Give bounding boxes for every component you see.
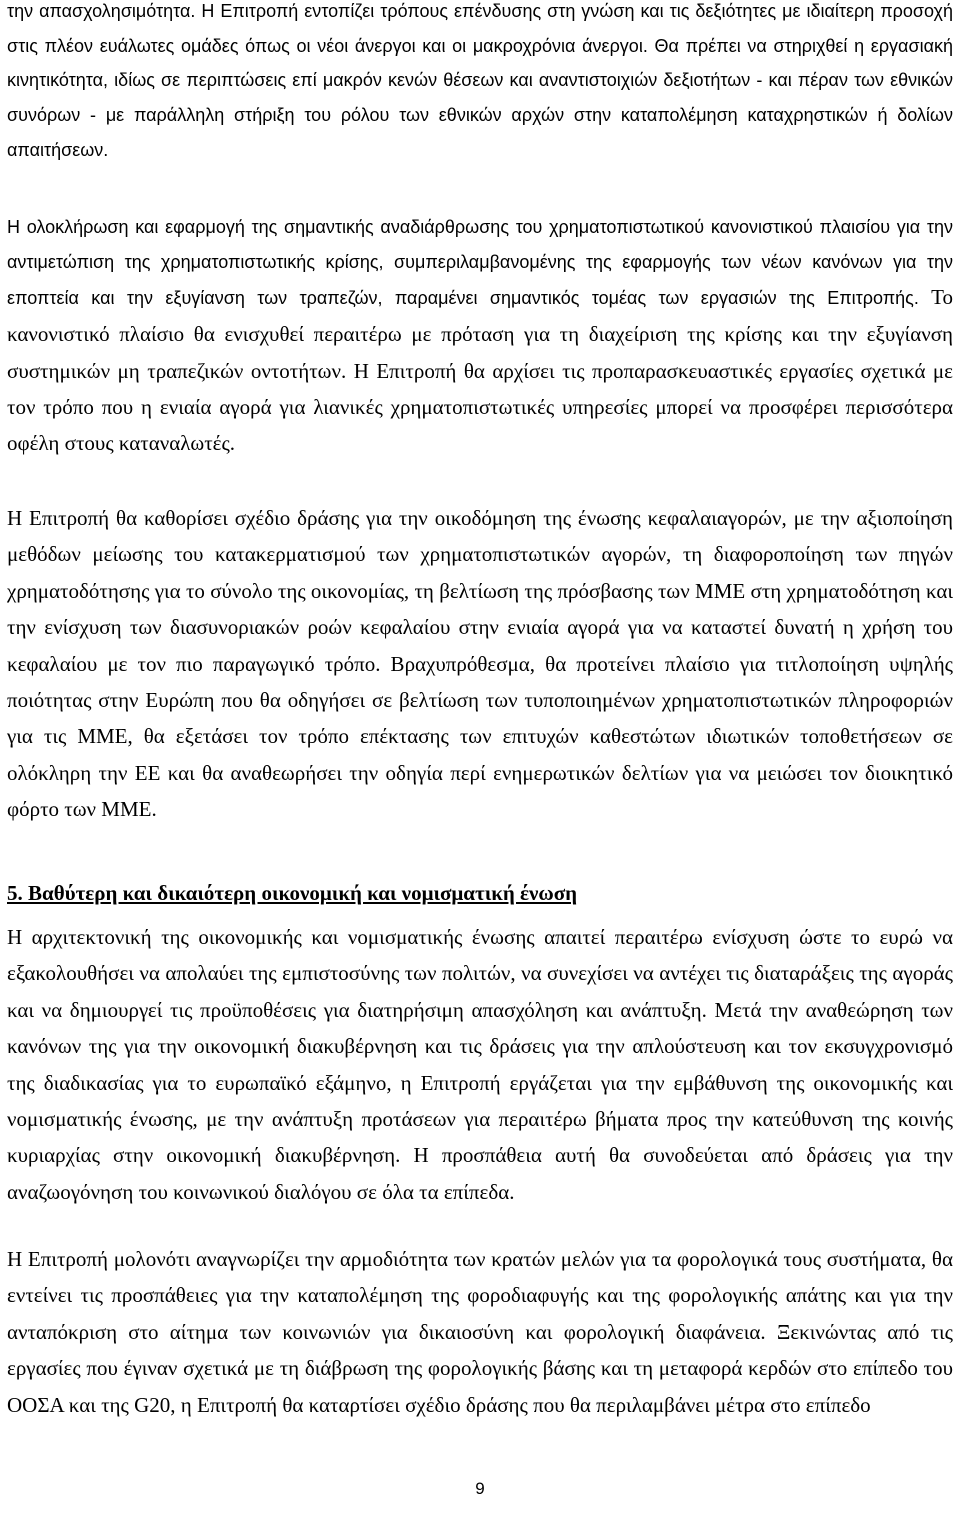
paragraph-financial-regulation-text-a: Η ολοκλήρωση και εφαρμογή της σημαντικής αναδιάρθρωσης του χρηματοπιστωτικού κανονιστικού πλαισίου για την αντιμετώπιση της χρηματοπιστωτικής κρίσης, συμπεριλαμβανομένης της εφαρμογής των νέων κανόνων για την εποπτεία και την εξυγίανση των τραπεζών, παραμένει σημαντικός τομέας των εργασιών της Επιτροπής.	[7, 217, 953, 309]
paragraph-capital-markets-union-text-a: Η Επιτροπή θα καθορίσει σχέδιο δράσης για την οικοδόμηση της ένωσης κεφαλαιαγορών, με την αξιοποίηση μεθόδων μείωσης του κατακερματισμού των χρηματοπιστωτικών αγορών, τη διαφοροποίηση των πηγών χρηματοδότησης για το σύνολο της οικονομίας, τη βελτίωση της πρόσβασης των ΜΜΕ στη χρηματοδότηση και την ενίσχυση των διασυνοριακών ροών κεφαλαίου στην ενιαία αγορά για να καταστεί δυνατή η χρήση του κεφαλαίου με τον πιο παραγωγικό τρόπο.	[7, 506, 953, 676]
page-number: 9	[475, 1479, 485, 1498]
paragraph-emu-architecture-text-b: Μετά την αναθεώρηση των κανόνων της για την οικονομική διακυβέρνηση και τις δράσεις για την απλούστευση και τον εκσυγχρονισμό της διαδικασίας για το ευρωπαϊκό εξάμηνο, η Επιτροπή εργάζεται για την εμβάθυνση της οικονομικής και νομισματικής ένωσης, με την ανάπτυξη προτάσεων για περαιτέρω βήματα προς την κατεύθυνση της κοινής κυριαρχίας στην οικονομική διακυβέρνηση. Η προσπάθεια αυτή θα συνοδεύεται από δράσεις για την αναζωογόνηση του κοινωνικού διαλόγου σε όλα τα επίπεδα.	[7, 997, 953, 1204]
paragraph-tax-policy-text: Η Επιτροπή μολονότι αναγνωρίζει την αρμοδιότητα των κρατών μελών για τα φορολογικά τους συστήματα, θα εντείνει τις προσπάθειες για την καταπολέμηση της φοροδιαφυγής και της φορολογικής απάτης και για την ανταπόκριση στο αίτημα των κοινωνιών για δικαιοσύνη και φορολογική διαφάνεια. Ξεκινώντας από τις εργασίες που έγιναν σχετικά με τη διάβρωση της φορολογικής βάσης και τη μεταφορά κερδών στο επίπεδο του ΟΟΣΑ και της G20, η Επιτροπή θα καταρτίσει σχέδιο δράσης που θα περιλαμβάνει μέτρα στο επίπεδο	[7, 1247, 953, 1417]
paragraph-employability	[7, 0, 953, 168]
paragraph-financial-regulation	[7, 210, 953, 462]
section-heading: 5. Βαθύτερη και δικαιότερη οικονομική και νομισματική ένωση	[7, 881, 578, 905]
paragraph-capital-markets-union	[7, 500, 953, 828]
paragraph-emu-architecture-text-a: Η αρχιτεκτονική της οικονομικής και νομισματικής ένωσης απαιτεί περαιτέρω ενίσχυση ώστε το ευρώ να εξακολουθήσει να απολαύει της εμπιστοσύνης των πολιτών, να συνεχίσει να αντέχει τις διαταράξεις της αγοράς και να δημιουργεί τις προϋποθέσεις για διατηρήσιμη απασχόληση και ανάπτυξη.	[7, 925, 953, 1022]
paragraph-emu-architecture	[7, 919, 953, 1210]
paragraph-capital-markets-union-text-b: Βραχυπρόθεσμα, θα προτείνει πλαίσιο για τιτλοποίηση υψηλής ποιότητας στην Ευρώπη που θα οδηγήσει σε βελτίωση των τυποποιημένων χρηματοπιστωτικών πληροφοριών για τις ΜΜΕ, θα εξετάσει τον τρόπο επέκτασης των επιτυχών καθεστώτων ιδιωτικών τοποθετήσεων σε ολόκληρη την ΕΕ και θα αναθεωρήσει την οδηγία περί ενημερωτικών δελτίων για να μειώσει τον διοικητικό φόρτο των ΜΜΕ.	[7, 651, 953, 822]
paragraph-financial-regulation-text-b: Το κανονιστικό πλαίσιο θα ενισχυθεί περαιτέρω με πρόταση για τη διαχείριση της κρίσης και την εξυγίανση συστημικών μη τραπεζικών οντοτήτων. Η Επιτροπή θα αρχίσει τις προπαρασκευαστικές εργασίες σχετικά με τον τρόπο που η ενιαία αγορά για λιανικές χρηματοπιστωτικές υπηρεσίες μπορεί να προσφέρει περισσότερα οφέλη στους καταναλωτές.	[7, 285, 953, 456]
paragraph-tax-policy	[7, 1241, 953, 1423]
paragraph-employability-text: την απασχολησιμότητα. Η Επιτροπή εντοπίζει τρόπους επένδυσης στη γνώση και τις δεξιότητες με ιδιαίτερη προσοχή στις πλέον ευάλωτες ομάδες όπως οι νέοι άνεργοι και οι μακροχρόνια άνεργοι. Θα πρέπει να στηριχθεί η εργασιακή κινητικότητα, ιδίως σε περιπτώσεις επί μακρόν κενών θέσεων και αναντιστοιχιών δεξιοτήτων - και πέραν των εθνικών συνόρων - με παράλληλη στήριξη του ρόλου των εθνικών αρχών στην καταπολέμηση καταχρηστικών ή δολίων απαιτήσεων.	[7, 1, 953, 160]
